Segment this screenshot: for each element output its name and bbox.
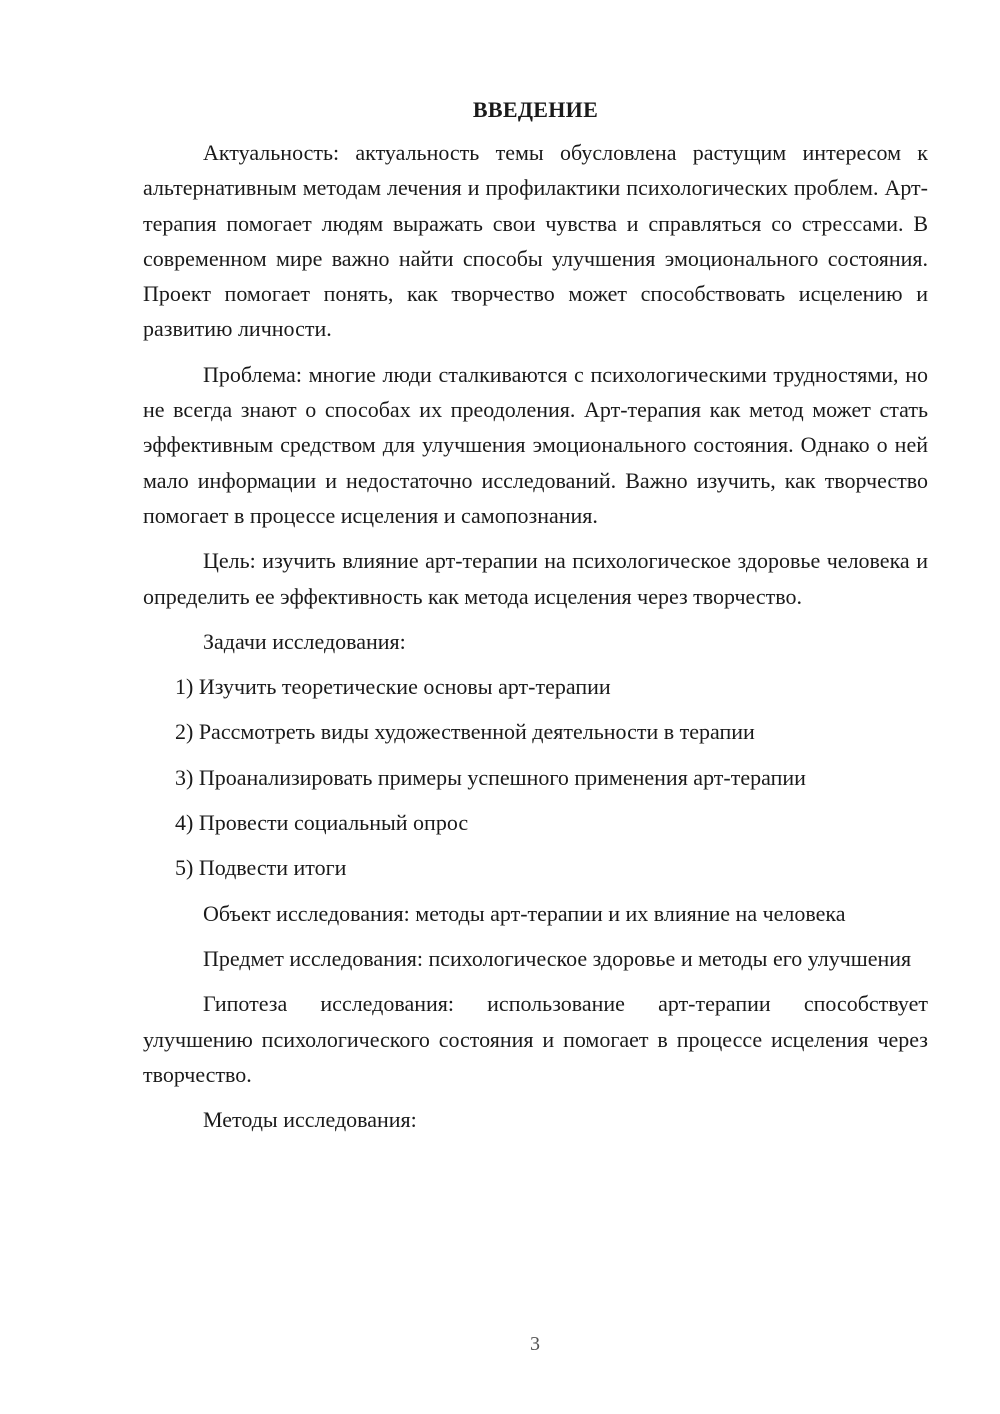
task-item: 1) Изучить теоретические основы арт-терапии	[175, 674, 611, 700]
page-number: 3	[530, 1333, 540, 1355]
task-item: 2) Рассмотреть виды художественной деятельности в терапии	[175, 719, 755, 745]
goal-paragraph: Цель: изучить влияние арт-терапии на психологическое здоровье человека и определить ее эффективность как метода исцеления через творчество.	[143, 548, 928, 609]
subject-paragraph: Предмет исследования: психологическое здоровье и методы его улучшения	[203, 945, 912, 971]
section-heading: ВВЕДЕНИЕ	[472, 97, 599, 122]
tasks-list	[143, 669, 928, 885]
task-item: 4) Провести социальный опрос	[175, 810, 469, 836]
task-item: 3) Проанализировать примеры успешного применения арт-терапии	[175, 764, 806, 790]
document-page	[143, 90, 928, 1147]
tasks-title: Задачи исследования:	[203, 628, 406, 654]
hypothesis-paragraph: Гипотеза исследования: использование арт-терапии способствует улучшению психологического состояния и помогает в процессе исцеления через творчество.	[143, 991, 928, 1087]
object-paragraph: Объект исследования: методы арт-терапии и их влияние на человека	[203, 900, 846, 926]
methods-title: Методы исследования:	[203, 1107, 417, 1133]
task-item: 5) Подвести итоги	[175, 855, 347, 881]
problem-paragraph: Проблема: многие люди сталкиваются с психологическими трудностями, но не всегда знают о способах их преодоления. Арт-терапия как метод может стать эффективным средством для улучшения эмоционального состояния. Однако о ней мало информации и недостаточно исследований. Важно изучить, как творчество помогает в процессе исцеления и самопознания.	[143, 361, 928, 528]
relevance-paragraph: Актуальность: актуальность темы обусловлена растущим интересом к альтернативным методам лечения и профилактики психологических проблем. Арт-терапия помогает людям выражать свои чувства и справляться со стрессами. В современном мире важно найти способы улучшения эмоционального состояния. Проект помогает понять, как творчество может способствовать исцелению и развитию личности.	[143, 140, 928, 342]
